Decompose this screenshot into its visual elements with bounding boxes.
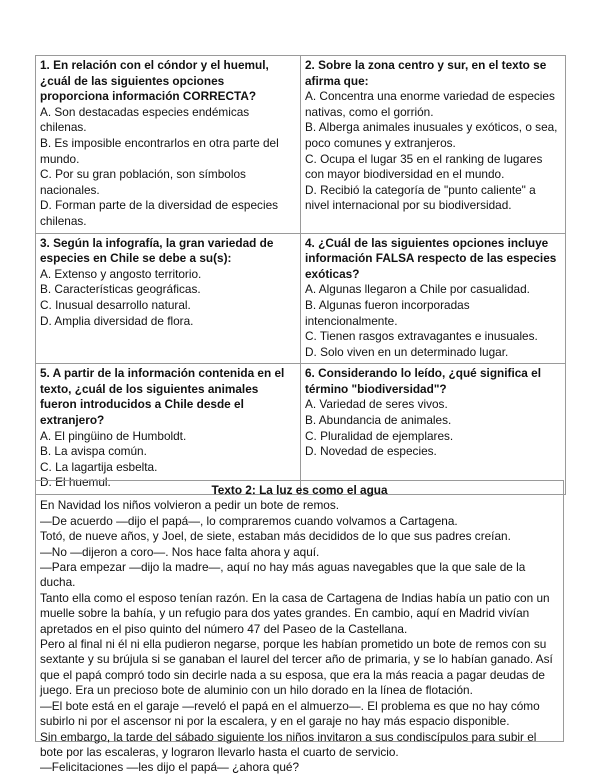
answer-option: D. El huemul.: [40, 475, 111, 490]
answer-option: B. Características geográficas.: [40, 282, 201, 297]
answer-option: A. Son destacadas especies endémicas chilenas.: [40, 104, 250, 135]
question-title: 1. En relación con el cóndor y el huemul, ¿cuál de las siguientes opciones proporciona información CORRECTA?: [40, 58, 269, 104]
text-paragraph: —No —dijeron a coro—. Nos hace falta ahora y aquí.: [40, 544, 320, 559]
answer-option: C. La lagartija esbelta.: [40, 459, 158, 474]
text-paragraph: —Para empezar —dijo la madre—, aquí no hay más aguas navegables que la que sale de la ducha.: [40, 560, 526, 590]
question-title: 5. A partir de la información contenida en el texto, ¿cuál de los siguientes animales fueron introducidos a Chile desde el extranjero?: [40, 366, 285, 428]
text-paragraph: —El bote está en el garaje —reveló el papá en el almuerzo—. El problema es que no hay cómo subirlo ni por el ascensor ni por la escalera, y en el garaje no hay más espacio disponible.: [40, 698, 540, 729]
text-paragraph: Pero al final ni él ni ella pudieron negarse, porque les habían prometido un bote de remos con su sextante y su brújula si se ganaban el laurel del tercer año de primaria, y se lo habían ganado. Así que el papá compró todo sin decirle nada a su esposa, que era la más reacia a pagar deudas de juego. Era un precioso bote de aluminio con un hilo dorado en la línea de flotación.: [40, 637, 553, 698]
questions-row: [36, 233, 566, 364]
answer-option: A. El pingüino de Humboldt.: [40, 428, 187, 443]
answer-option: C. Ocupa el lugar 35 en el ranking de lugares con mayor biodiversidad en el mundo.: [305, 151, 543, 182]
question-cell-3: [36, 233, 301, 364]
answer-option: B. Alberga animales inusuales y exóticos, o sea, poco comunes y extranjeros.: [305, 120, 558, 150]
answer-option: C. Pluralidad de ejemplares.: [305, 428, 454, 443]
answer-option: D. Amplia diversidad de flora.: [40, 313, 194, 328]
reading-text-box: [35, 480, 564, 775]
question-title: 2. Sobre la zona centro y sur, en el texto se afirma que:: [305, 58, 547, 88]
question-cell-4: [301, 233, 566, 364]
text-paragraph: Tanto ella como el esposo tenían razón. En la casa de Cartagena de Indias había un patio con un muelle sobre la bahía, y un refugio para dos yates grandes. En cambio, aquí en Madrid vivían apretados en el piso quinto del número 47 del Paseo de la Castellana.: [40, 590, 550, 636]
answer-option: B. La avispa común.: [40, 444, 147, 459]
questions-row: [36, 56, 566, 234]
answer-option: A. Algunas llegaron a Chile por casualidad.: [305, 282, 530, 297]
text-paragraph: En Navidad los niños volvieron a pedir un bote de remos.: [40, 498, 340, 513]
question-title: 3. Según la infografía, la gran variedad de especies en Chile se debe a su(s):: [40, 235, 274, 266]
answer-option: D. Forman parte de la diversidad de especies chilenas.: [40, 198, 279, 228]
question-cell-1: [36, 56, 301, 234]
answer-option: B. Es imposible encontrarlos en otra parte del mundo.: [40, 135, 279, 166]
question-cell-6: [301, 364, 566, 495]
answer-option: D. Solo viven en un determinado lugar.: [305, 344, 509, 359]
answer-option: B. Abundancia de animales.: [305, 413, 452, 428]
text-paragraph: —De acuerdo —dijo el papá—, lo compraremos cuando volvamos a Cartagena.: [40, 513, 458, 528]
question-cell-5: [36, 364, 301, 495]
answer-option: C. Por su gran población, son símbolos nacionales.: [40, 167, 246, 197]
answer-option: B. Algunas fueron incorporadas intencionalmente.: [305, 297, 470, 328]
question-title: 6. Considerando lo leído, ¿qué significa el término "biodiversidad"?: [305, 366, 541, 396]
questions-row: [36, 364, 566, 495]
text-paragraph: Totó, de nueve años, y Joel, de siete, estaban más decididos de lo que sus padres creían.: [40, 529, 511, 544]
answer-option: D. Recibió la categoría de "punto caliente" a nivel internacional por su biodiversidad.: [305, 182, 536, 213]
answer-option: A. Concentra una enorme variedad de especies nativas, como el gorrión.: [305, 89, 555, 119]
questions-table: [35, 55, 566, 495]
text-title: Texto 2: La luz es como el agua: [211, 483, 388, 497]
answer-option: A. Extenso y angosto territorio.: [40, 266, 202, 281]
answer-option: C. Tienen rasgos extravagantes e inusuales.: [305, 329, 538, 344]
text-paragraph: Sin embargo, la tarde del sábado siguiente los niños invitaron a sus condiscípulos para subir el bote por las escaleras, y lograron llevarlo hasta el cuarto de servicio.: [40, 729, 537, 759]
text-paragraph: —Felicitaciones —les dijo el papá— ¿ahora qué?: [40, 760, 300, 775]
answer-option: C. Inusual desarrollo natural.: [40, 297, 191, 312]
answer-option: D. Novedad de especies.: [305, 444, 437, 459]
answer-option: A. Variedad de seres vivos.: [305, 397, 448, 412]
question-cell-2: [301, 56, 566, 234]
question-title: 4. ¿Cuál de las siguientes opciones incluye información FALSA respecto de las especies exóticas?: [305, 235, 557, 281]
